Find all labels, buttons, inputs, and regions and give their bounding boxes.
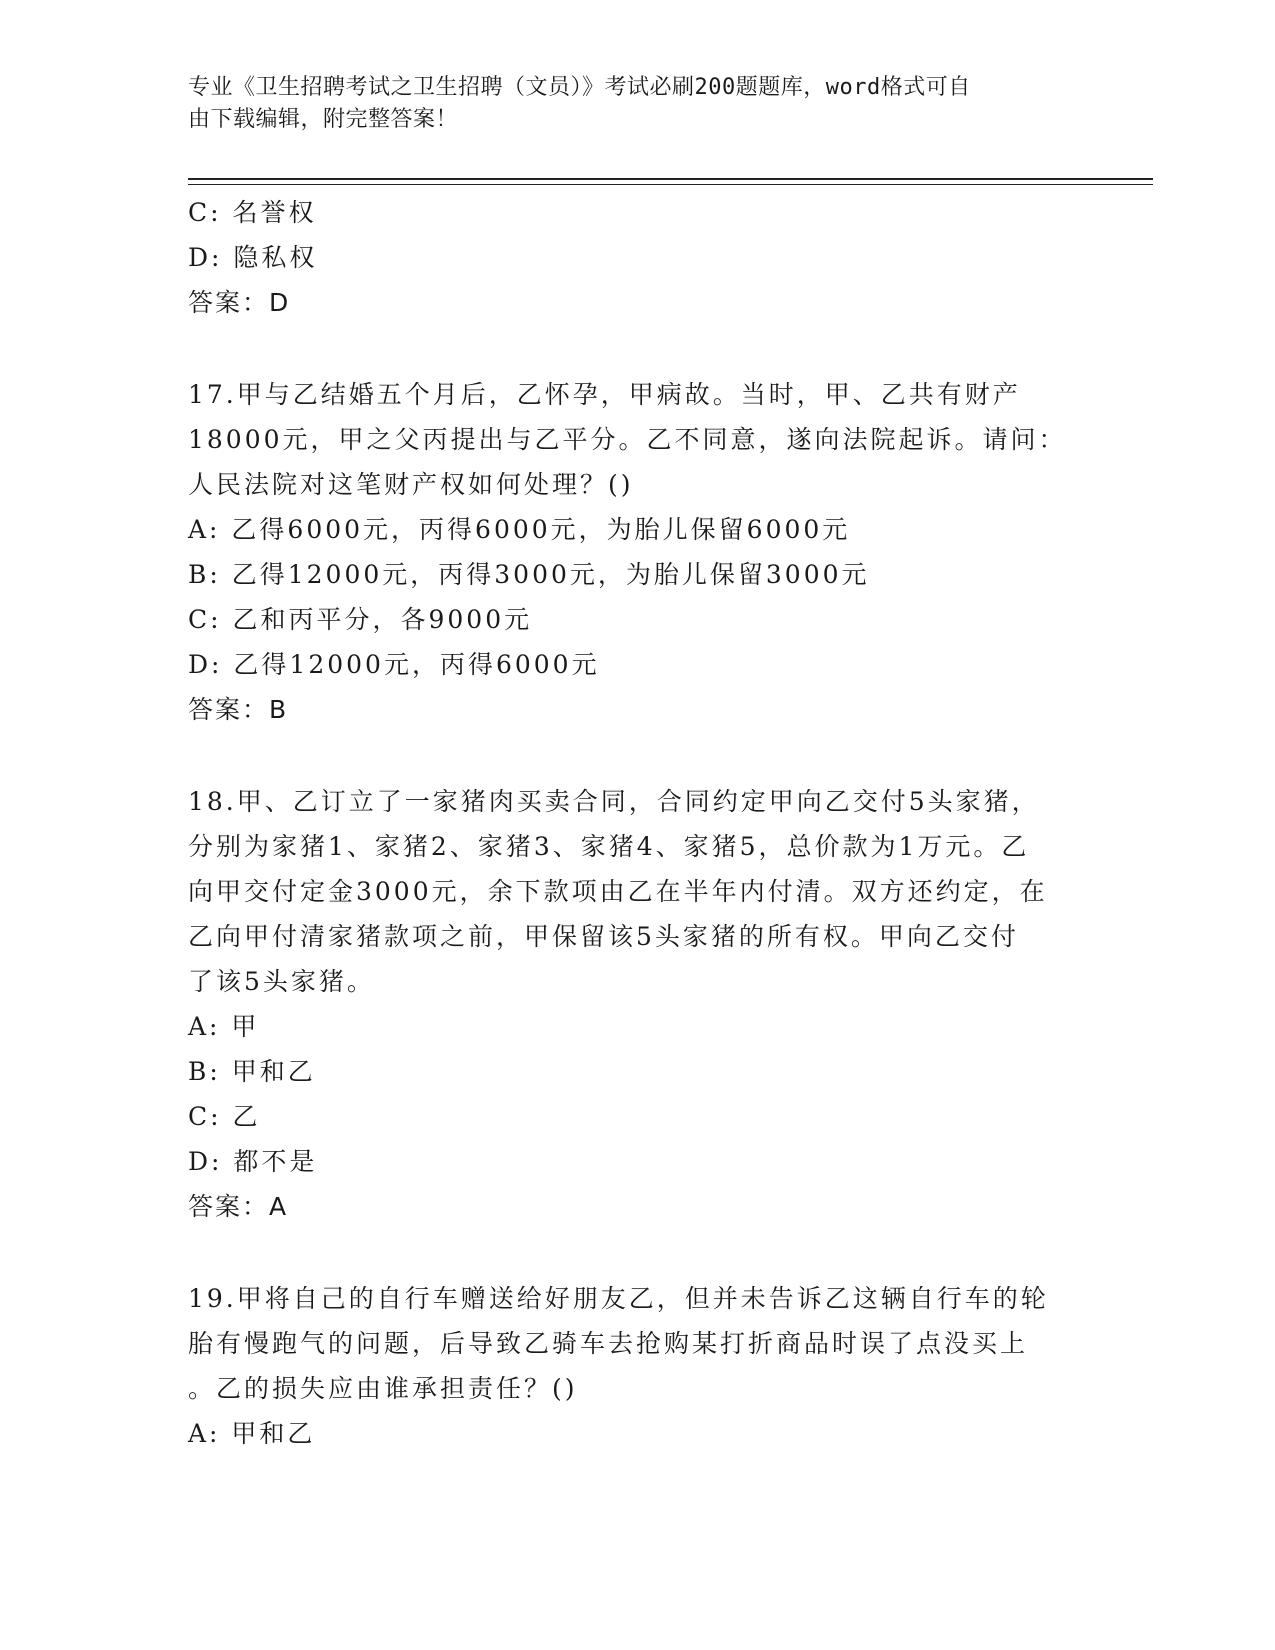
option-c: C: 名誉权 bbox=[188, 198, 317, 227]
option-b: B: 甲和乙 bbox=[188, 1057, 316, 1086]
option-a: A: 甲和乙 bbox=[188, 1419, 316, 1448]
option-b: B: 乙得12000元，丙得3000元，为胎儿保留3000元 bbox=[188, 560, 870, 589]
option-a: A: 乙得6000元，丙得6000元，为胎儿保留6000元 bbox=[188, 515, 851, 544]
question-text-line: 乙向甲付清家猪款项之前，甲保留该5头家猪的所有权。甲向乙交付 bbox=[188, 922, 1019, 951]
document-body bbox=[188, 190, 1088, 1456]
question-16-tail bbox=[188, 190, 1088, 325]
header-divider-thick bbox=[188, 178, 1153, 180]
answer-line: 答案：A bbox=[188, 1192, 289, 1221]
option-c: C: 乙 bbox=[188, 1102, 261, 1131]
header-divider-thin bbox=[188, 184, 1153, 185]
answer-line: 答案：B bbox=[188, 695, 289, 724]
option-a: A: 甲 bbox=[188, 1012, 260, 1041]
option-c: C: 乙和丙平分，各9000元 bbox=[188, 605, 533, 634]
question-text-line: 胎有慢跑气的问题，后导致乙骑车去抢购某打折商品时误了点没买上 bbox=[188, 1329, 1029, 1358]
question-text-line: 18000元，甲之父丙提出与乙平分。乙不同意，遂向法院起诉。请问： bbox=[188, 425, 1067, 454]
option-d: D: 都不是 bbox=[188, 1147, 318, 1176]
question-text-line: 19.甲将自己的自行车赠送给好朋友乙，但并未告诉乙这辆自行车的轮 bbox=[188, 1284, 1049, 1313]
question-text-line: 分别为家猪1、家猪2、家猪3、家猪4、家猪5，总价款为1万元。乙 bbox=[188, 832, 1030, 861]
question-text-line: 17.甲与乙结婚五个月后，乙怀孕，甲病故。当时，甲、乙共有财产 bbox=[188, 380, 1021, 409]
question-text-line: 人民法院对这笔财产权如何处理？() bbox=[188, 470, 634, 499]
question-text-line: 18.甲、乙订立了一家猪肉买卖合同，合同约定甲向乙交付5头家猪， bbox=[188, 787, 1040, 816]
answer-line: 答案：D bbox=[188, 288, 291, 317]
header-line-2: 由下载编辑，附完整答案！ bbox=[188, 107, 459, 132]
option-d: D: 隐私权 bbox=[188, 243, 318, 272]
question-17 bbox=[188, 372, 1088, 732]
question-text-line: 向甲交付定金3000元，余下款项由乙在半年内付清。双方还约定，在 bbox=[188, 877, 1048, 906]
question-text-line: 。乙的损失应由谁承担责任？() bbox=[188, 1374, 578, 1403]
header-line-1: 专业《卫生招聘考试之卫生招聘（文员）》考试必刷200题题库，word格式可自 bbox=[188, 75, 971, 100]
option-d: D: 乙得12000元，丙得6000元 bbox=[188, 650, 600, 679]
question-text-line: 了该5头家猪。 bbox=[188, 967, 375, 996]
document-header bbox=[188, 72, 1088, 136]
question-19 bbox=[188, 1276, 1088, 1456]
question-18 bbox=[188, 779, 1088, 1229]
